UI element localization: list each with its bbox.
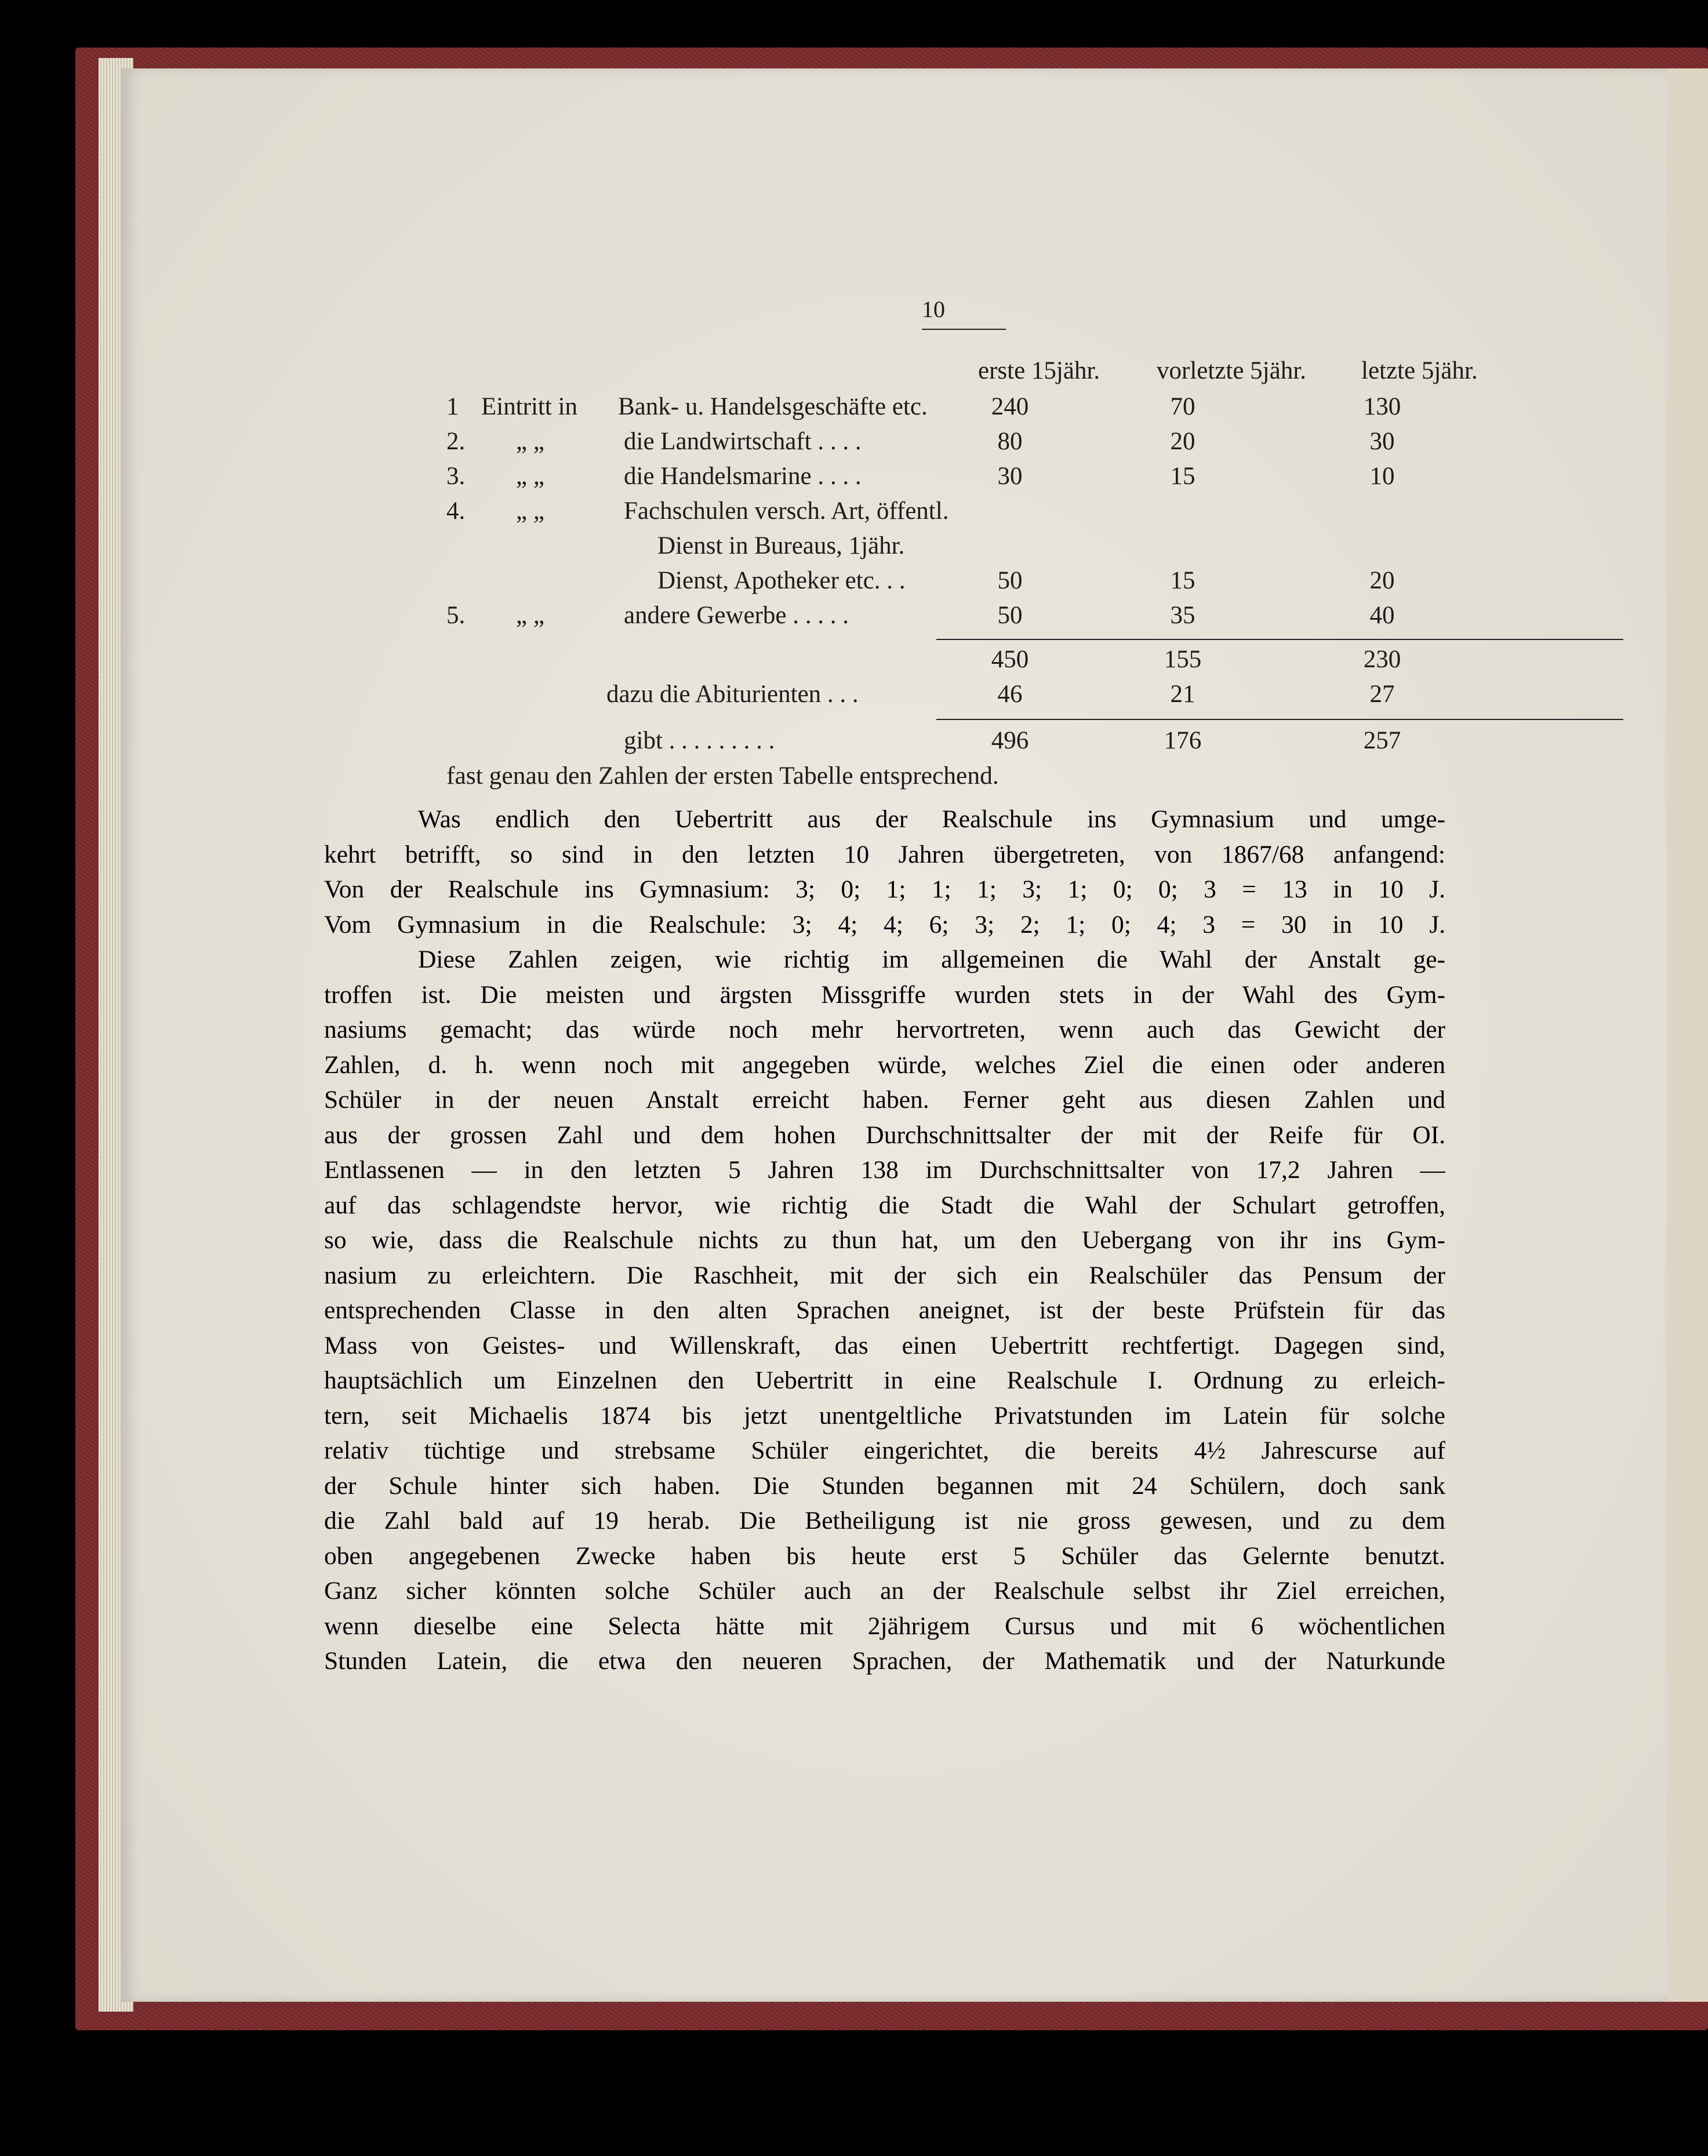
row-1-v1: 240 — [991, 393, 1029, 420]
row-5-v1: 50 — [997, 602, 1023, 629]
total-v3: 257 — [1363, 727, 1401, 754]
row-3-num: 3. — [446, 463, 466, 490]
body-line: hauptsächlich um Einzelnen den Uebertritt in eine Realschule I. Ordnung zu erleich- — [324, 1366, 1445, 1394]
body-line: Mass von Geistes- und Willenskraft, das einen Uebertritt rechtfertigt. Dagegen sind, — [324, 1331, 1445, 1359]
body-line: kehrt betrifft, so sind in den letzten 10 Jahren übergetreten, von 1867/68 anfangend: — [324, 840, 1445, 868]
subtotal-v1: 450 — [991, 646, 1029, 673]
row-3-label: die Handelsmarine . . . . — [624, 463, 862, 490]
row-1-v2: 70 — [1170, 393, 1195, 420]
total-label: gibt . . . . . . . . . — [624, 727, 775, 754]
body-line: aus der grossen Zahl und dem hohen Durchschnittsalter der mit der Reife für OI. — [324, 1121, 1445, 1149]
row-4-v2: 15 — [1170, 567, 1195, 594]
body-line: Entlassenen — in den letzten 5 Jahren 138 im Durchschnittsalter von 17,2 Jahren — — [324, 1156, 1445, 1184]
body-line: wenn dieselbe eine Selecta hätte mit 2jährigem Cursus und mit 6 wöchentlichen — [324, 1612, 1445, 1640]
row-3-intro: „ „ — [516, 463, 544, 490]
row-5-num: 5. — [446, 602, 466, 629]
body-line: Diese Zahlen zeigen, wie richtig im allgemeinen die Wahl der Anstalt ge- — [418, 946, 1445, 973]
abiturienten-label: dazu die Abiturienten . . . — [606, 681, 859, 708]
body-line: nasium zu erleichtern. Die Raschheit, mit der sich ein Realschüler das Pensum der — [324, 1261, 1445, 1289]
table-footer: fast genau den Zahlen der ersten Tabelle entsprechend. — [446, 762, 999, 790]
body-line: die Zahl bald auf 19 herab. Die Betheiligung ist nie gross gewesen, und zu dem — [324, 1507, 1445, 1535]
col-header-2: vorletzte 5jähr. — [1157, 357, 1306, 384]
body-line: relativ tüchtige und strebsame Schüler eingerichtet, die bereits 4½ Jahrescurse auf — [324, 1437, 1445, 1464]
row-3-v2: 15 — [1170, 463, 1195, 490]
body-line: auf das schlagendste hervor, wie richtig die Stadt die Wahl der Schulart getroffen, — [324, 1191, 1445, 1219]
body-text — [324, 802, 1445, 1679]
row-5-v2: 35 — [1170, 602, 1195, 629]
body-line: nasiums gemacht; das würde noch mehr hervortreten, wenn auch das Gewicht der — [324, 1016, 1445, 1044]
next-page-edge — [1664, 68, 1708, 2002]
row-5-intro: „ „ — [516, 602, 544, 629]
body-line: entsprechenden Classe in den alten Sprachen aneignet, ist der beste Prüfstein für das — [324, 1296, 1445, 1324]
subtotal-rule-right — [1206, 639, 1623, 640]
abiturienten-v2: 21 — [1170, 681, 1195, 708]
row-1-num: 1 — [446, 393, 459, 420]
body-line: Zahlen, d. h. wenn noch mit angegeben würde, welches Ziel die einen oder anderen — [324, 1050, 1445, 1079]
row-4-label-line-3: Dienst, Apotheker etc. . . — [657, 567, 906, 594]
row-4-v1: 50 — [997, 567, 1023, 594]
abiturienten-v3: 27 — [1369, 681, 1395, 708]
body-line: Stunden Latein, die etwa den neueren Sprachen, der Mathematik und der Naturkunde — [324, 1647, 1445, 1675]
row-4-label-line-1: Fachschulen versch. Art, öffentl. — [624, 497, 949, 525]
body-line: so wie, dass die Realschule nichts zu thun hat, um den Uebergang von ihr ins Gym- — [324, 1226, 1445, 1254]
row-3-v1: 30 — [997, 463, 1023, 490]
total-v1: 496 — [991, 727, 1029, 754]
col-header-1: erste 15jähr. — [978, 357, 1100, 384]
abiturienten-v1: 46 — [997, 681, 1023, 708]
row-1-label: Bank- u. Handelsgeschäfte etc. — [618, 393, 928, 420]
body-line: Ganz sicher könnten solche Schüler auch an der Realschule selbst ihr Ziel erreichen, — [324, 1577, 1445, 1605]
row-2-v1: 80 — [997, 428, 1023, 455]
row-5-label: andere Gewerbe . . . . . — [624, 602, 849, 629]
row-2-intro: „ „ — [516, 428, 544, 455]
total-rule-right — [1206, 719, 1623, 720]
row-4-label-line-2: Dienst in Bureaus, 1jähr. — [657, 532, 905, 559]
total-v2: 176 — [1164, 727, 1202, 754]
body-line: Was endlich den Uebertritt aus der Realschule ins Gymnasium und umge- — [418, 805, 1445, 833]
row-2-label: die Landwirtschaft . . . . — [624, 428, 862, 455]
row-2-v2: 20 — [1170, 428, 1195, 455]
subtotal-v2: 155 — [1164, 646, 1202, 673]
subtotal-v3: 230 — [1363, 646, 1401, 673]
page-number-rule — [922, 329, 1006, 330]
row-4-num: 4. — [446, 497, 466, 525]
row-1-v3: 130 — [1363, 393, 1401, 420]
row-2-v3: 30 — [1369, 428, 1395, 455]
page-number: 10 — [922, 296, 945, 322]
row-5-v3: 40 — [1369, 602, 1395, 629]
body-line: Von der Realschule ins Gymnasium: 3; 0; 1; 1; 1; 3; 1; 0; 0; 3 = 13 in 10 J. — [324, 875, 1445, 903]
row-1-intro: Eintritt in — [481, 393, 578, 420]
body-line: tern, seit Michaelis 1874 bis jetzt unentgeltliche Privatstunden im Latein für solche — [324, 1401, 1445, 1430]
body-line: oben angegebenen Zwecke haben bis heute erst 5 Schüler das Gelernte benutzt. — [324, 1541, 1445, 1570]
body-line: Schüler in der neuen Anstalt erreicht haben. Ferner geht aus diesen Zahlen und — [324, 1086, 1445, 1114]
row-4-v3: 20 — [1369, 567, 1395, 594]
body-line: troffen ist. Die meisten und ärgsten Missgriffe wurden stets in der Wahl des Gym- — [324, 980, 1445, 1009]
row-2-num: 2. — [446, 428, 466, 455]
row-4-intro: „ „ — [516, 497, 544, 525]
col-header-3: letzte 5jähr. — [1361, 357, 1478, 384]
body-line: Vom Gymnasium in die Realschule: 3; 4; 4; 6; 3; 2; 1; 0; 4; 3 = 30 in 10 J. — [324, 910, 1445, 939]
row-3-v3: 10 — [1369, 463, 1395, 490]
body-line: der Schule hinter sich haben. Die Stunden begannen mit 24 Schülern, doch sank — [324, 1471, 1445, 1500]
